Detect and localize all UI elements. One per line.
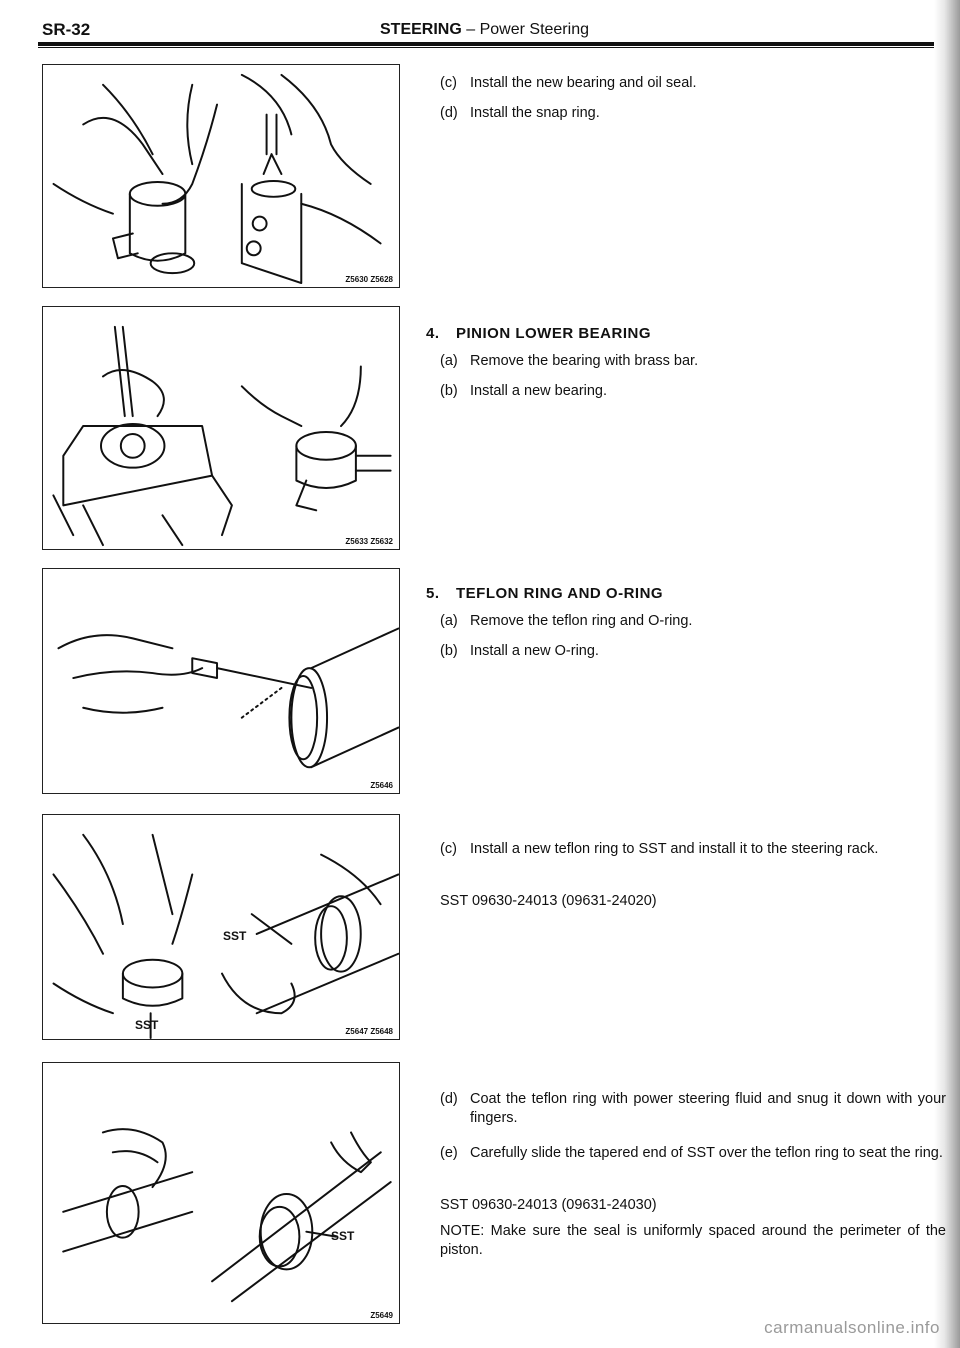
instruction-5a bbox=[440, 612, 946, 631]
step-number: 5. bbox=[426, 585, 440, 602]
item-label: (a) bbox=[440, 353, 458, 369]
sst-label: SST bbox=[135, 1018, 159, 1032]
sst-part-number-2: SST 09630-24013 (09631-24030) bbox=[440, 1197, 657, 1213]
sst-label: SST bbox=[331, 1229, 355, 1243]
item-label: (c) bbox=[440, 75, 457, 91]
section-name: – Power Steering bbox=[466, 21, 589, 38]
sst-part-number-1: SST 09630-24013 (09631-24020) bbox=[440, 893, 657, 909]
item-text: Remove the teflon ring and O-ring. bbox=[470, 613, 693, 629]
item-text: Coat the teflon ring with power steering fluid and snug it down with your fingers. bbox=[470, 1091, 946, 1126]
step-4-heading bbox=[426, 325, 651, 342]
illustration-sst-install bbox=[43, 815, 399, 1039]
instruction-d1 bbox=[440, 104, 946, 123]
instruction-5b bbox=[440, 642, 946, 661]
item-label: (e) bbox=[440, 1145, 458, 1161]
item-label: (a) bbox=[440, 613, 458, 629]
step-5-heading bbox=[426, 585, 663, 602]
note-text: NOTE: Make sure the seal is uniformly spaced around the perimeter of the piston. bbox=[440, 1223, 946, 1258]
item-text: Install a new O-ring. bbox=[470, 643, 599, 659]
item-label: (d) bbox=[440, 1091, 458, 1107]
figure-teflon-install bbox=[42, 814, 400, 1040]
item-label: (c) bbox=[440, 841, 457, 857]
illustration-teflon-ring-removal bbox=[43, 569, 399, 793]
figure-code: Z5649 bbox=[370, 1311, 393, 1320]
item-text: Remove the bearing with brass bar. bbox=[470, 353, 699, 369]
step-number: 4. bbox=[426, 325, 440, 342]
figure-bearing-install bbox=[42, 64, 400, 288]
watermark: carmanualsonline.info bbox=[764, 1318, 940, 1337]
illustration-hands-bearing bbox=[43, 65, 399, 287]
item-text: Carefully slide the tapered end of SST over the teflon ring to seat the ring. bbox=[470, 1145, 943, 1161]
header-rule bbox=[38, 42, 946, 46]
illustration-sst-seat bbox=[43, 1063, 399, 1323]
figure-code: Z5633 Z5632 bbox=[345, 537, 393, 546]
illustration-vise-brass-bar bbox=[43, 307, 399, 549]
instruction-5c bbox=[440, 840, 946, 859]
chapter-title bbox=[380, 21, 589, 39]
instruction-4b bbox=[440, 382, 946, 401]
step-title: PINION LOWER BEARING bbox=[456, 325, 652, 342]
instruction-5d bbox=[440, 1090, 946, 1128]
chapter-name: STEERING bbox=[380, 21, 462, 38]
figure-code: Z5630 Z5628 bbox=[345, 275, 393, 284]
sst-label: SST bbox=[223, 929, 247, 943]
page-number: SR-32 bbox=[42, 20, 91, 39]
item-text: Install a new bearing. bbox=[470, 383, 608, 399]
instruction-4a bbox=[440, 352, 946, 371]
figure-code: Z5646 bbox=[370, 781, 393, 790]
step-title: TEFLON RING AND O-RING bbox=[456, 585, 664, 602]
item-label: (d) bbox=[440, 105, 458, 121]
item-label: (b) bbox=[440, 643, 458, 659]
figure-pinion-bearing bbox=[42, 306, 400, 550]
header-rule-thin bbox=[38, 47, 946, 48]
instruction-c1 bbox=[440, 74, 946, 93]
item-text: Install a new teflon ring to SST and install it to the steering rack. bbox=[470, 841, 879, 857]
page-header bbox=[0, 0, 960, 48]
figure-teflon-remove bbox=[42, 568, 400, 794]
figure-teflon-seat bbox=[42, 1062, 400, 1324]
figure-code: Z5647 Z5648 bbox=[345, 1027, 393, 1036]
item-text: Install the new bearing and oil seal. bbox=[470, 75, 697, 91]
item-label: (b) bbox=[440, 383, 458, 399]
instruction-5e bbox=[440, 1144, 946, 1163]
item-text: Install the snap ring. bbox=[470, 105, 600, 121]
